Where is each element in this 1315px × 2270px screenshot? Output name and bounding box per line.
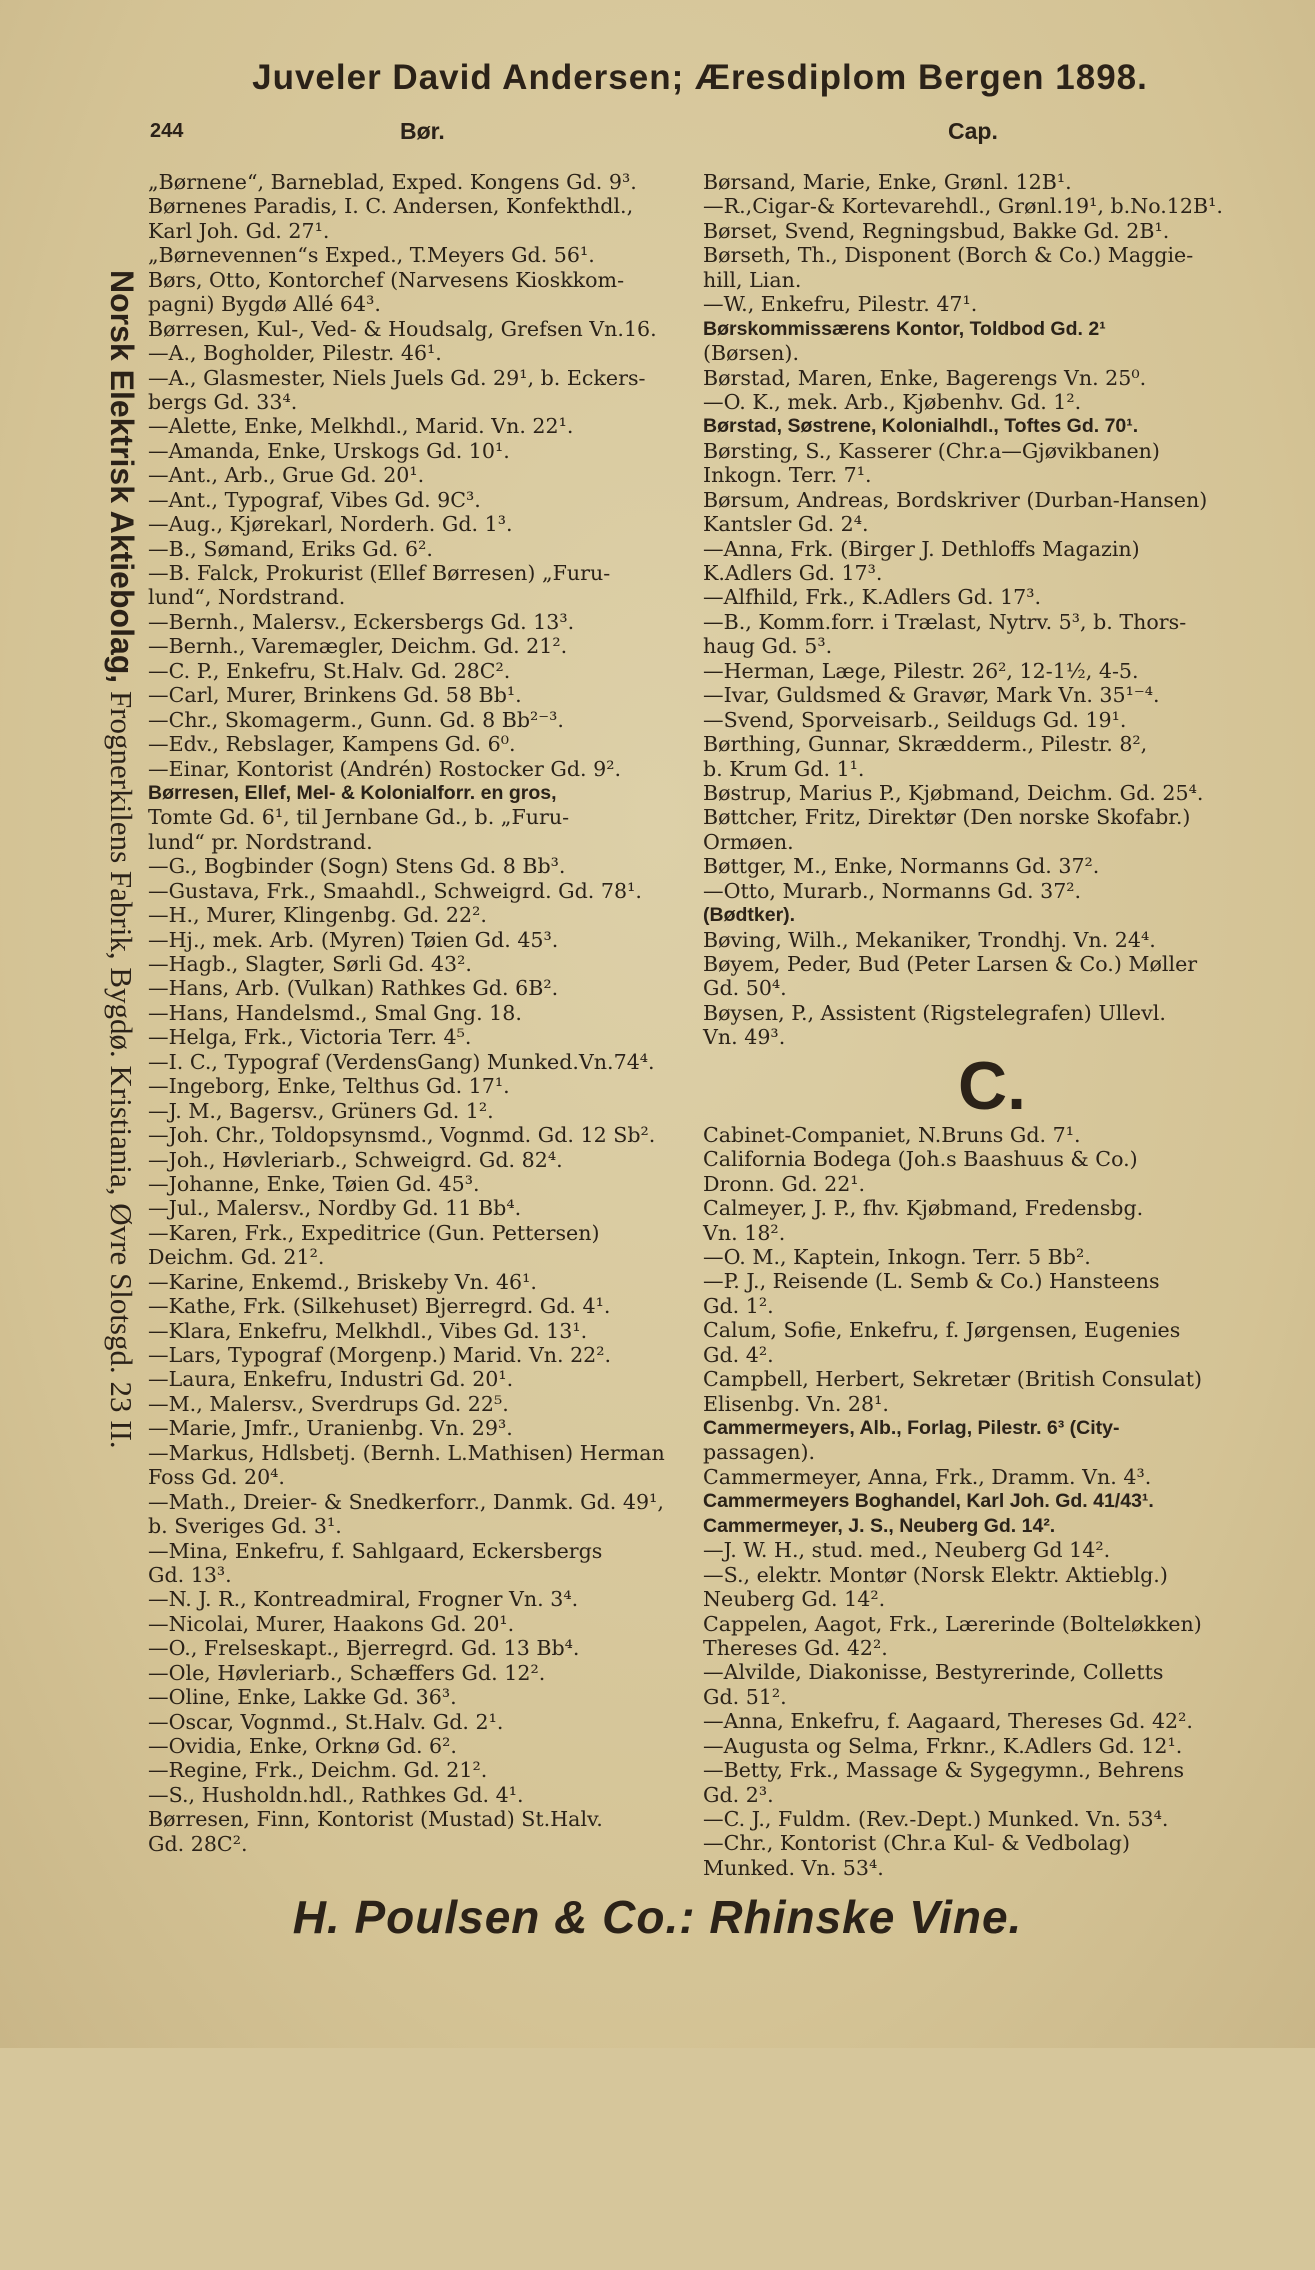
side-ad-text: Frognerkilens Fabrik, Bygdø. Kristiania, Øvre Slotsgd. 23 II. <box>104 690 139 1449</box>
directory-entry-line: —Edv., Rebslager, Kampens Gd. 6⁰. <box>148 732 516 757</box>
directory-entry-line: Gd. 28C². <box>148 1831 248 1856</box>
directory-entry-line: Elisenbg. Vn. 28¹. <box>703 1391 889 1416</box>
directory-entry-line: —N. J. R., Kontreadmiral, Frogner Vn. 3⁴. <box>148 1587 579 1612</box>
directory-entry-line: —Oline, Enke, Lakke Gd. 36³. <box>148 1685 457 1710</box>
directory-entry-line: —A., Bogholder, Pilestr. 46¹. <box>148 341 442 366</box>
directory-entry-line: Cammermeyers Boghandel, Karl Joh. Gd. 41/43¹. <box>703 1490 1154 1513</box>
directory-entry-line: Gd. 2³. <box>703 1782 774 1807</box>
directory-entry-line: —Ant., Typograf, Vibes Gd. 9C³. <box>148 487 481 512</box>
directory-entry-line: —Chr., Kontorist (Chr.a Kul- & Vedbolag) <box>703 1831 1131 1856</box>
directory-entry-line: —Hans, Arb. (Vulkan) Rathkes Gd. 6B². <box>148 976 559 1001</box>
directory-entry-line: Ormøen. <box>703 829 794 854</box>
directory-entry-line: Børresen, Kul-, Ved- & Houdsalg, Grefsen Vn.16. <box>148 316 657 341</box>
directory-entry-line: Cappelen, Aagot, Frk., Lærerinde (Bolteløkken) <box>703 1611 1202 1636</box>
directory-entry-line: Vn. 49³. <box>703 1025 786 1050</box>
directory-entry-line: Børset, Svend, Regningsbud, Bakke Gd. 2B¹. <box>703 218 1170 243</box>
right-column <box>703 170 1251 1880</box>
directory-entry-line: lund“, Nordstrand. <box>148 585 346 610</box>
directory-entry-line: Dronn. Gd. 22¹. <box>703 1171 866 1196</box>
directory-entry-line: lund“ pr. Nordstrand. <box>148 829 373 854</box>
directory-entry-line: hill, Lian. <box>703 267 802 292</box>
directory-entry-line: Foss Gd. 20⁴. <box>148 1465 285 1490</box>
directory-entry-line: —C. J., Fuldm. (Rev.-Dept.) Munked. Vn. 53⁴. <box>703 1807 1169 1831</box>
directory-entry-line: —Alfhild, Frk., K.Adlers Gd. 17³. <box>703 585 1042 610</box>
directory-entry-line: —Ant., Arb., Grue Gd. 20¹. <box>148 463 425 488</box>
directory-entry-line: Bøving, Wilh., Mekaniker, Trondhj. Vn. 24⁴. <box>703 927 1156 952</box>
directory-entry-line: Cammermeyers, Alb., Forlag, Pilestr. 6³ (City- <box>703 1417 1120 1439</box>
section-letter: C. <box>958 1047 1026 1124</box>
directory-entry-line: Tomte Gd. 6¹, til Jernbane Gd., b. „Furu- <box>148 805 570 830</box>
range-end-heading: Cap. <box>948 118 998 144</box>
directory-entry-line: (Bødtker). <box>703 904 796 927</box>
directory-entry-line: —Oscar, Vognmd., St.Halv. Gd. 2¹. <box>148 1709 504 1734</box>
directory-entry-line: —O., Frelseskapt., Bjerregrd. Gd. 13 Bb⁴. <box>148 1636 580 1661</box>
bottom-advertisement: H. Poulsen & Co.: Rhinske Vine. <box>292 1891 1023 1943</box>
directory-entry-line: —Nicolai, Murer, Haakons Gd. 20¹. <box>148 1611 515 1636</box>
directory-entry-line: Børsand, Marie, Enke, Grønl. 12B¹. <box>703 170 1072 194</box>
directory-entry-line: —Karen, Frk., Expeditrice (Gun. Pettersen) <box>148 1220 600 1245</box>
directory-entry-line: —Markus, Hdlsbetj. (Bernh. L.Mathisen) Herman <box>148 1440 665 1465</box>
directory-entry-line: Cammermeyer, J. S., Neuberg Gd. 14². <box>703 1514 1056 1537</box>
directory-entry-line: Børseth, Th., Disponent (Borch & Co.) Maggie- <box>703 243 1194 268</box>
directory-entry-line: Bøttger, M., Enke, Normanns Gd. 37². <box>703 854 1100 879</box>
directory-entry-line: —Betty, Frk., Massage & Sygegymn., Behrens <box>703 1758 1185 1783</box>
directory-entry-line: —I. C., Typograf (VerdensGang) Munked.Vn.74⁴. <box>148 1049 655 1074</box>
directory-entry-line: Gd. 1². <box>703 1293 774 1318</box>
directory-entry-line: —Bernh., Varemægler, Deichm. Gd. 21². <box>148 634 568 659</box>
directory-entry-line: —Otto, Murarb., Normanns Gd. 37². <box>703 878 1082 903</box>
directory-entry-line: passagen). <box>703 1440 816 1465</box>
directory-entry-line: —C. P., Enkefru, St.Halv. Gd. 28C². <box>148 658 511 683</box>
top-advertisement: Juveler David Andersen; Æresdiplom Bergen 1898. <box>252 58 1148 97</box>
directory-entry-line: —Ingeborg, Enke, Telthus Gd. 17¹. <box>148 1074 510 1099</box>
directory-entry-line: Gd. 13³. <box>148 1562 232 1587</box>
directory-entry-line: —A., Glasmester, Niels Juels Gd. 29¹, b. Eckers- <box>148 365 646 390</box>
directory-entry-line: Børnenes Paradis, I. C. Andersen, Konfekthdl., <box>148 194 634 219</box>
directory-entry-line: —Amanda, Enke, Urskogs Gd. 10¹. <box>148 438 510 463</box>
directory-entry-line: „Børnevennen“s Exped., T.Meyers Gd. 56¹. <box>148 243 595 268</box>
directory-entry-line: Munked. Vn. 53⁴. <box>703 1855 884 1880</box>
directory-entry-line: pagni) Bygdø Allé 64³. <box>148 292 381 317</box>
directory-entry-line: Calum, Sofie, Enkefru, f. Jørgensen, Eugenies <box>703 1318 1181 1343</box>
directory-entry-line: —Helga, Frk., Victoria Terr. 4⁵. <box>148 1025 472 1050</box>
directory-entry-line: —J. W. H., stud. med., Neuberg Gd 14². <box>703 1538 1111 1563</box>
directory-entry-line: (Børsen). <box>703 341 800 366</box>
directory-entry-line: Bøstrup, Marius P., Kjøbmand, Deichm. Gd. 25⁴. <box>703 780 1204 805</box>
directory-entry-line: —Ivar, Guldsmed & Gravør, Mark Vn. 35¹⁻⁴. <box>703 683 1160 708</box>
directory-entry-line: —Joh. Chr., Toldopsynsmd., Vognmd. Gd. 12 Sb². <box>148 1123 656 1148</box>
directory-entry-line: Campbell, Herbert, Sekretær (British Consulat) <box>703 1367 1203 1392</box>
directory-entry-line: Børresen, Finn, Kontorist (Mustad) St.Halv. <box>148 1807 603 1832</box>
directory-entry-line: Børsum, Andreas, Bordskriver (Durban-Hansen) <box>703 487 1208 512</box>
directory-entry-line: —Chr., Skomagerm., Gunn. Gd. 8 Bb²⁻³. <box>148 707 564 732</box>
directory-entry-line: —Kathe, Frk. (Silkehuset) Bjerregrd. Gd. 4¹. <box>148 1294 611 1319</box>
directory-entry-line: —W., Enkefru, Pilestr. 47¹. <box>703 292 978 317</box>
directory-entry-line: —P. J., Reisende (L. Semb & Co.) Hansteens <box>703 1269 1160 1294</box>
directory-entry-line: Børs, Otto, Kontorchef (Narvesens Kioskkom- <box>148 267 625 292</box>
directory-entry-line: Cammermeyer, Anna, Frk., Dramm. Vn. 4³. <box>703 1464 1152 1489</box>
directory-entry-line: Børsting, S., Kasserer (Chr.a—Gjøvikbanen) <box>703 438 1160 463</box>
directory-entry-line: b. Krum Gd. 1¹. <box>703 756 865 781</box>
directory-entry-line: —Aug., Kjørekarl, Norderh. Gd. 1³. <box>148 512 513 537</box>
directory-entry-line: Børstad, Maren, Enke, Bagerengs Vn. 25⁰. <box>703 365 1147 390</box>
directory-entry-line: —Anna, Frk. (Birger J. Dethloffs Magazin) <box>703 536 1140 561</box>
directory-entry-line: Kantsler Gd. 2⁴. <box>703 512 869 537</box>
directory-entry-line: Gd. 50⁴. <box>703 976 787 1001</box>
directory-entry-line: —Mina, Enkefru, f. Sahlgaard, Eckersbergs <box>148 1538 603 1563</box>
directory-entry-line: —Regine, Frk., Deichm. Gd. 21². <box>148 1758 488 1783</box>
directory-entry-line: —Joh., Høvleriarb., Schweigrd. Gd. 82⁴. <box>148 1147 563 1172</box>
directory-entry-line: b. Sveriges Gd. 3¹. <box>148 1514 342 1539</box>
directory-entry-line: Børthing, Gunnar, Skrædderm., Pilestr. 8², <box>703 732 1148 757</box>
directory-entry-line: Gd. 4². <box>703 1342 774 1367</box>
directory-entry-line: —Johanne, Enke, Tøien Gd. 45³. <box>148 1171 480 1196</box>
directory-entry-line: Vn. 18². <box>703 1220 786 1245</box>
directory-entry-line: —G., Bogbinder (Sogn) Stens Gd. 8 Bb³. <box>148 854 566 879</box>
directory-entry-line: —Jul., Malersv., Nordby Gd. 11 Bb⁴. <box>148 1196 522 1221</box>
directory-entry-line: —Alvilde, Diakonisse, Bestyrerinde, Colletts <box>703 1660 1164 1685</box>
directory-entry-line: —Augusta og Selma, Frknr., K.Adlers Gd. 12¹. <box>703 1733 1183 1758</box>
directory-entry-line: „Børnene“, Barneblad, Exped. Kongens Gd. 9³. <box>148 170 637 194</box>
directory-entry-line: Bøyem, Peder, Bud (Peter Larsen & Co.) Møller <box>703 952 1198 976</box>
directory-entry-line: —Karine, Enkemd., Briskeby Vn. 46¹. <box>148 1269 537 1294</box>
directory-entry-line: —Carl, Murer, Brinkens Gd. 58 Bb¹. <box>148 683 522 708</box>
directory-entry-line: —Marie, Jmfr., Uranienbg. Vn. 29³. <box>148 1416 513 1441</box>
directory-entry-line: Bøysen, P., Assistent (Rigstelegrafen) Ullevl. <box>703 1000 1166 1025</box>
directory-entry-line: —Laura, Enkefru, Industri Gd. 20¹. <box>148 1367 514 1392</box>
directory-entry-line: Børstad, Søstrene, Kolonialhdl., Toftes Gd. 70¹. <box>703 415 1139 438</box>
directory-entry-line: Calmeyer, J. P., fhv. Kjøbmand, Fredensbg. <box>703 1196 1144 1221</box>
directory-entry-line: —S., Husholdn.hdl., Rathkes Gd. 4¹. <box>148 1782 524 1807</box>
directory-entry-line: —B., Sømand, Eriks Gd. 6². <box>148 536 433 561</box>
directory-entry-line: —Anna, Enkefru, f. Aagaard, Thereses Gd. 42². <box>703 1709 1193 1734</box>
directory-entry-line: Børskommissærens Kontor, Toldbod Gd. 2¹ <box>703 317 1106 340</box>
directory-entry-line: —Lars, Typograf (Morgenp.) Marid. Vn. 22². <box>148 1343 612 1367</box>
directory-entry-line: —Alette, Enke, Melkhdl., Marid. Vn. 22¹. <box>148 414 574 439</box>
directory-entry-line: bergs Gd. 33⁴. <box>148 389 298 414</box>
directory-entry-line: —Math., Dreier- & Snedkerforr., Danmk. Gd. 49¹, <box>148 1489 664 1514</box>
page-number: 244 <box>150 120 184 142</box>
directory-entry-line: —Herman, Læge, Pilestr. 26², 12-1½, 4-5. <box>703 658 1139 683</box>
directory-entry-line: haug Gd. 5³. <box>703 634 833 659</box>
directory-entry-line: —Klara, Enkefru, Melkhdl., Vibes Gd. 13¹. <box>148 1318 588 1343</box>
directory-entry-line: —Svend, Sporveisarb., Seildugs Gd. 19¹. <box>703 707 1127 732</box>
directory-entry-line: —Ovidia, Enke, Orknø Gd. 6². <box>148 1734 457 1758</box>
directory-entry-line: —Hans, Handelsmd., Smal Gng. 18. <box>148 1000 522 1025</box>
directory-entry-line: —B., Komm.forr. i Trælast, Nytrv. 5³, b. Thors- <box>703 609 1187 634</box>
directory-entry-line: Karl Joh. Gd. 27¹. <box>148 218 330 243</box>
directory-entry-line: Deichm. Gd. 21². <box>148 1245 325 1270</box>
directory-entry-line: —J. M., Bagersv., Grüners Gd. 1². <box>148 1098 494 1123</box>
directory-entry-line: —H., Murer, Klingenbg. Gd. 22². <box>148 903 487 928</box>
range-start-heading: Bør. <box>400 118 445 144</box>
directory-entry-line: Børresen, Ellef, Mel- & Kolonialforr. en gros, <box>148 781 557 804</box>
directory-entry-line: —S., elektr. Montør (Norsk Elektr. Aktieblg.) <box>703 1562 1168 1587</box>
directory-entry-line: Inkogn. Terr. 7¹. <box>703 463 872 488</box>
directory-entry-line: Neuberg Gd. 14². <box>703 1587 886 1612</box>
side-ad-company: Norsk Elektrisk Aktiebolag, <box>104 270 140 684</box>
directory-entry-line: Bøttcher, Fritz, Direktør (Den norske Skofabr.) <box>703 805 1191 830</box>
directory-entry-line: —B. Falck, Prokurist (Ellef Børresen) „Furu- <box>148 561 611 585</box>
directory-entry-line: —Einar, Kontorist (Andrén) Rostocker Gd. 9². <box>148 756 622 781</box>
directory-entry-line: K.Adlers Gd. 17³. <box>703 561 883 585</box>
directory-entry-line: Thereses Gd. 42². <box>703 1635 888 1660</box>
directory-entry-line: —Hj., mek. Arb. (Myren) Tøien Gd. 45³. <box>148 927 559 952</box>
directory-entry-line: California Bodega (Joh.s Baashuus & Co.) <box>703 1147 1138 1172</box>
directory-entry-line: —Hagb., Slagter, Sørli Gd. 43². <box>148 952 472 976</box>
directory-entry-line: —Bernh., Malersv., Eckersbergs Gd. 13³. <box>148 609 575 634</box>
directory-entry-line: —M., Malersv., Sverdrups Gd. 22⁵. <box>148 1391 509 1416</box>
directory-entry-line: Cabinet-Companiet, N.Bruns Gd. 7¹. <box>703 1122 1081 1147</box>
left-column <box>148 170 688 1856</box>
directory-entry-line: —O. K., mek. Arb., Kjøbenhv. Gd. 1². <box>703 389 1082 414</box>
directory-entry-line: —Gustava, Frk., Smaahdl., Schweigrd. Gd. 78¹. <box>148 878 642 903</box>
directory-entry-line: —R.,Cigar-& Kortevarehdl., Grønl.19¹, b.No.12B¹. <box>703 194 1223 219</box>
directory-entry-line: —Ole, Høvleriarb., Schæffers Gd. 12². <box>148 1660 546 1685</box>
side-advertisement <box>100 270 140 2270</box>
directory-entry-line: —O. M., Kaptein, Inkogn. Terr. 5 Bb². <box>703 1244 1091 1269</box>
directory-entry-line: Gd. 51². <box>703 1684 787 1709</box>
